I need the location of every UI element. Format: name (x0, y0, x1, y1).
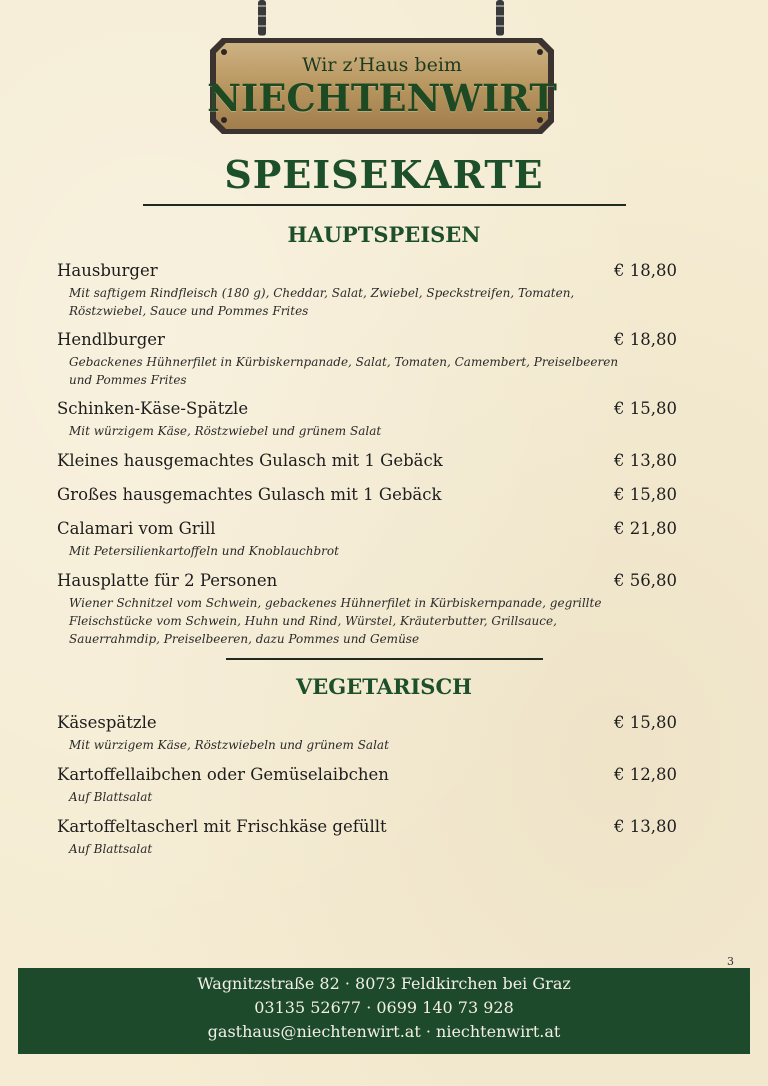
item-price: € 21,80 (614, 519, 677, 538)
item-description: Gebackenes Hühnerfilet in Kürbiskernpanade, Salat, Tomaten, Camembert, Preiselbeeren und Pommes Frites (69, 355, 619, 387)
item-price: € 18,80 (614, 261, 677, 280)
item-description: Mit würzigem Käse, Röstzwiebel und grünem Salat (69, 424, 382, 438)
page-number: 3 (727, 955, 734, 968)
item-name: Kleines hausgemachtes Gulasch mit 1 Gebäck (57, 451, 443, 470)
menu-item (57, 260, 677, 320)
menu-item (57, 450, 677, 472)
item-name: Großes hausgemachtes Gulasch mit 1 Gebäck (57, 485, 442, 504)
menu-item (57, 764, 677, 806)
menu-item (57, 570, 677, 648)
item-name: Hendlburger (57, 330, 165, 349)
item-description: Mit Petersilienkartoffeln und Knoblauchbrot (69, 544, 339, 558)
footer-contact (18, 968, 750, 1054)
item-description: Mit saftigem Rindfleisch (180 g), Cheddar, Salat, Zwiebel, Speckstreifen, Tomaten, Röstzwiebel, Sauce und Pommes Frites (69, 286, 575, 318)
section-divider (226, 658, 543, 660)
menu-item (57, 712, 677, 754)
item-price: € 56,80 (614, 571, 677, 590)
item-name: Hausburger (57, 261, 158, 280)
sign-subtitle: Wir z’Haus beim (302, 54, 462, 76)
footer-email-web: gasthaus@niechtenwirt.at · niechtenwirt.at (207, 1022, 561, 1041)
title-divider (143, 204, 626, 206)
footer-address: Wagnitzstraße 82 · 8073 Feldkirchen bei Graz (197, 974, 571, 993)
item-description: Mit würzigem Käse, Röstzwiebeln und grünem Salat (69, 738, 389, 752)
item-price: € 18,80 (614, 330, 677, 349)
menu-item (57, 484, 677, 506)
item-name: Kartoffeltascherl mit Frischkäse gefüllt (57, 817, 387, 836)
footer-phone: 03135 52677 · 0699 140 73 928 (254, 998, 514, 1017)
menu-item (57, 518, 677, 560)
item-name: Kartoffellaibchen oder Gemüselaibchen (57, 765, 389, 784)
item-name: Schinken-Käse-Spätzle (57, 399, 249, 418)
sign-title: NIECHTENWIRT (207, 76, 557, 120)
item-price: € 15,80 (614, 485, 677, 504)
menu-item (57, 816, 677, 858)
menu-item (57, 329, 677, 389)
item-name: Calamari vom Grill (57, 519, 216, 538)
item-price: € 12,80 (614, 765, 677, 784)
menu-item (57, 398, 677, 440)
item-name: Käsespätzle (57, 713, 157, 732)
section-title-hauptspeisen: HAUPTSPEISEN (287, 222, 481, 247)
section-title-vegetarisch: VEGETARISCH (295, 674, 472, 699)
page-title: SPEISEKARTE (224, 152, 544, 197)
item-price: € 15,80 (614, 713, 677, 732)
item-name: Hausplatte für 2 Personen (57, 571, 278, 590)
item-description: Auf Blattsalat (69, 790, 153, 804)
item-price: € 13,80 (614, 817, 677, 836)
item-price: € 13,80 (614, 451, 677, 470)
restaurant-sign (204, 0, 560, 148)
item-price: € 15,80 (614, 399, 677, 418)
item-description: Auf Blattsalat (69, 842, 153, 856)
item-description: Wiener Schnitzel vom Schwein, gebackenes Hühnerfilet in Kürbiskernpanade, gegrillte Fleischstücke vom Schwein, Huhn und Rind, Würstel, Kräuterbutter, Grillsauce, Sauerrahmdip, Preiselbeeren, dazu Pommes und Gemüse (69, 596, 602, 646)
